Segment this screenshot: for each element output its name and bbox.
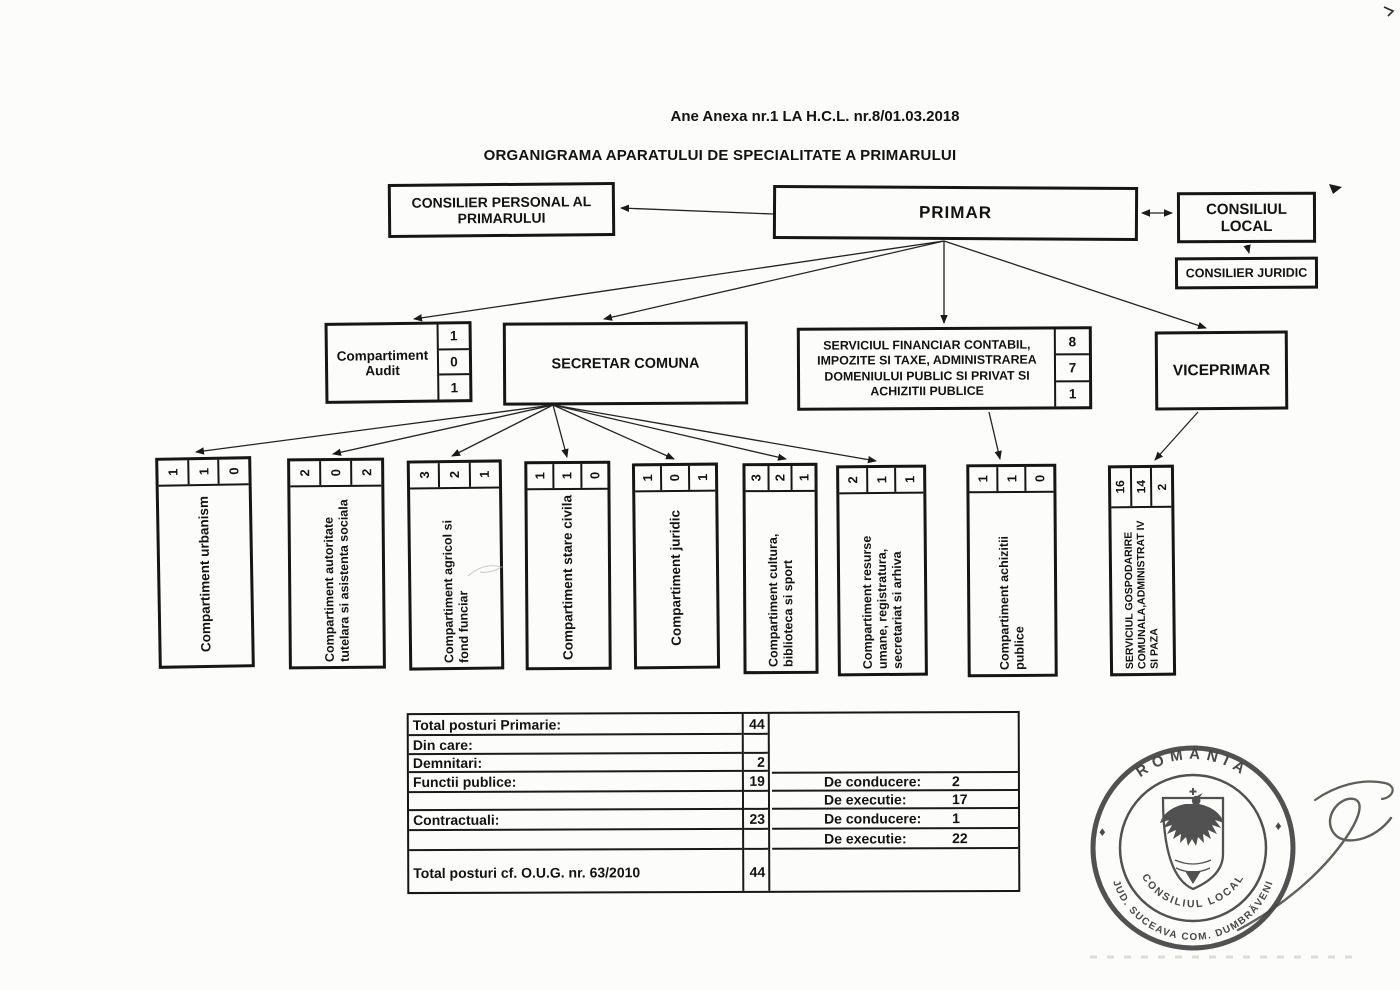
count-cell bbox=[996, 467, 1025, 491]
row-value: 44 bbox=[749, 715, 765, 732]
dept-label: Compartiment urbanism bbox=[195, 496, 214, 653]
count-value: 1 bbox=[694, 474, 710, 482]
count-cell bbox=[1130, 468, 1151, 506]
detail-label: De conducere: bbox=[824, 810, 922, 827]
line-secretar-to-cultura bbox=[553, 405, 786, 459]
count-value: 2 bbox=[772, 474, 788, 482]
dept-body bbox=[1111, 506, 1173, 674]
line-consiliul-to-juridic bbox=[1247, 245, 1249, 253]
count-cell bbox=[319, 461, 350, 485]
count-value: 0 bbox=[667, 474, 683, 482]
dept-counts bbox=[969, 467, 1053, 494]
count-cell bbox=[290, 461, 319, 485]
dept-body bbox=[159, 483, 252, 666]
count-cell bbox=[350, 461, 381, 485]
count-cell bbox=[839, 468, 866, 492]
box-consiliul-local bbox=[1177, 192, 1316, 243]
page-title: ORGANIGRAMA APARATULUI DE SPECIALITATE A PRIMARULUI bbox=[483, 147, 957, 164]
line-secretar-to-resurse bbox=[553, 405, 876, 461]
count-cell bbox=[767, 466, 791, 490]
dept-counts bbox=[1111, 468, 1171, 509]
row-value: 23 bbox=[749, 810, 766, 827]
dept-counts bbox=[290, 461, 381, 488]
count-value: 1 bbox=[1056, 380, 1089, 407]
dept-body bbox=[746, 490, 816, 671]
count-cell bbox=[688, 466, 716, 490]
dept-label: Compartiment agricol si fond funciar bbox=[439, 519, 471, 664]
detail-label: De executie: bbox=[824, 830, 907, 847]
dept-box-urbanism bbox=[155, 456, 255, 669]
count-value: 16 bbox=[1113, 480, 1128, 494]
dept-counts bbox=[527, 464, 607, 491]
table-row-label bbox=[409, 792, 742, 811]
line-viceprimar-to-gospodarire bbox=[1155, 412, 1198, 460]
count-value: 1 bbox=[165, 468, 181, 477]
count-cell bbox=[1150, 468, 1171, 506]
dept-body bbox=[969, 491, 1054, 675]
table-row-label bbox=[409, 754, 742, 773]
detail-value: 1 bbox=[952, 810, 960, 827]
count-value: 0 bbox=[439, 348, 469, 374]
svg-text:JUD. SUCEAVA COM. DUMBRĂVENI bbox=[1110, 879, 1276, 943]
box-label: CONSILIER PERSONAL AL PRIMARULUI bbox=[411, 193, 592, 227]
detail-row bbox=[772, 791, 1018, 810]
count-value: 1 bbox=[449, 328, 458, 344]
box-consilier-juridic bbox=[1175, 257, 1318, 290]
table-row-value bbox=[744, 714, 768, 735]
count-value: 0 bbox=[587, 472, 603, 480]
box-consilier-personal bbox=[388, 182, 615, 238]
annex-annotation: Ane Anexa nr.1 LA H.C.L. nr.8/01.03.2018 bbox=[670, 108, 960, 125]
dept-box-gospodarire bbox=[1108, 465, 1176, 677]
line-secretar-to-stare-civila bbox=[553, 405, 567, 457]
count-cell bbox=[635, 466, 661, 490]
detail-value: 17 bbox=[951, 791, 968, 808]
dept-counts bbox=[745, 466, 814, 492]
stamp-ornament-right: ♦ bbox=[1275, 818, 1282, 833]
row-label: Total posturi cf. O.U.G. nr. 63/2010 bbox=[413, 863, 641, 881]
coat-of-arms bbox=[1160, 788, 1224, 889]
count-cell bbox=[969, 467, 996, 491]
table-row-value bbox=[744, 735, 768, 754]
count-cell bbox=[468, 462, 499, 486]
table-values-column bbox=[742, 714, 771, 891]
line-primar-to-secretar bbox=[604, 241, 944, 319]
count-value: 7 bbox=[1056, 354, 1089, 381]
dept-label: SERVICIUL GOSPODARIRE COMUNALA,ADMINISTRAT IV SI PAZA bbox=[1123, 520, 1162, 670]
count-value: 3 bbox=[748, 474, 764, 482]
count-value: 1 bbox=[975, 475, 991, 483]
count-cell bbox=[218, 459, 249, 484]
stamp-inner-ring bbox=[1120, 775, 1266, 921]
dept-label: Compartiment autoritate tutelara si asistenta sociala bbox=[321, 499, 352, 663]
table-row-label bbox=[409, 810, 742, 831]
staffing-summary-table bbox=[407, 711, 1021, 894]
row-label: Functii publice: bbox=[412, 773, 517, 791]
table-row-label bbox=[409, 735, 742, 755]
dept-counts bbox=[839, 468, 923, 495]
count-value: 1 bbox=[873, 476, 889, 484]
detail-row-empty bbox=[772, 849, 1018, 893]
count-value: 2 bbox=[297, 469, 313, 477]
line-secretar-to-autoritate bbox=[333, 405, 553, 454]
svg-text:ROMÂNIA bbox=[1133, 745, 1253, 781]
stamp-authority-text: CONSILIUL LOCAL bbox=[1139, 871, 1247, 911]
svg-text:CONSILIUL LOCAL bbox=[1139, 872, 1247, 911]
line-secretar-to-agricol bbox=[452, 405, 553, 456]
dept-box-juridic bbox=[632, 463, 720, 670]
dept-label: Compartiment resurse umane, registratura, secretariat si arhiva bbox=[859, 535, 905, 670]
line-secretar-to-juridic bbox=[553, 405, 674, 459]
count-value: 1 bbox=[1003, 475, 1019, 483]
count-value: 1 bbox=[640, 474, 656, 482]
table-row-value bbox=[744, 830, 768, 850]
count-cell bbox=[791, 466, 815, 490]
table-row-value bbox=[744, 850, 768, 893]
table-row-value bbox=[744, 772, 768, 792]
dept-box-resurse-umane bbox=[836, 465, 928, 677]
count-cell bbox=[553, 464, 580, 488]
count-value: 14 bbox=[1134, 480, 1149, 494]
detail-value: 22 bbox=[952, 830, 968, 847]
count-cell bbox=[745, 466, 767, 490]
line-financiar-to-achizitii bbox=[989, 412, 1000, 459]
dept-body bbox=[410, 486, 501, 667]
count-cell bbox=[410, 463, 439, 487]
table-row-value bbox=[744, 792, 768, 810]
dept-body bbox=[527, 488, 608, 668]
line-primar-to-viceprimar bbox=[944, 241, 1206, 328]
box-label: CONSILIUL LOCAL bbox=[1206, 200, 1287, 235]
count-value: 2 bbox=[446, 471, 462, 479]
count-value: 1 bbox=[195, 468, 211, 476]
dept-body bbox=[635, 490, 717, 667]
count-cell bbox=[1111, 468, 1130, 506]
dept-label: Compartiment juridic bbox=[667, 510, 684, 646]
dept-box-agricol bbox=[407, 459, 505, 670]
stamp-outer-ring bbox=[1093, 748, 1293, 948]
count-value: 2 bbox=[845, 476, 861, 484]
box-secretar-comuna bbox=[503, 321, 748, 405]
table-row-label bbox=[409, 714, 742, 736]
row-value: 19 bbox=[749, 772, 765, 789]
count-cell bbox=[158, 460, 187, 484]
table-labels-column bbox=[409, 714, 743, 892]
detail-value: 2 bbox=[951, 773, 960, 790]
scan-artifact-triangle bbox=[1329, 184, 1342, 194]
count-value: 2 bbox=[359, 469, 375, 477]
dept-label: Compartiment achizitii publice bbox=[996, 535, 1027, 671]
box-label: PRIMAR bbox=[918, 202, 993, 223]
count-value: 3 bbox=[416, 471, 432, 480]
row-label: Din care: bbox=[412, 736, 473, 753]
stamp-country-text: ROMÂNIA bbox=[1133, 745, 1253, 781]
dept-box-achizitii bbox=[966, 464, 1057, 678]
dept-box-autoritate-tutelara bbox=[287, 458, 386, 670]
count-cell bbox=[527, 464, 552, 488]
stamp-ornament-left: ♦ bbox=[1099, 824, 1106, 839]
table-row-value bbox=[744, 810, 768, 830]
count-value: 8 bbox=[1068, 333, 1077, 350]
official-stamp bbox=[1075, 738, 1400, 978]
box-compartiment-audit bbox=[325, 321, 473, 404]
row-label: Demnitari: bbox=[412, 754, 483, 772]
box-label: Compartiment Audit bbox=[336, 347, 429, 378]
count-value: 0 bbox=[226, 467, 242, 476]
box-primar bbox=[773, 185, 1138, 241]
line-primar-to-audit bbox=[414, 241, 944, 319]
count-value: 1 bbox=[532, 472, 548, 480]
box-serviciul-financiar bbox=[797, 326, 1092, 411]
count-value: 0 bbox=[328, 469, 344, 477]
count-value: 1 bbox=[559, 472, 575, 480]
count-value: 1 bbox=[902, 476, 918, 484]
count-value: 0 bbox=[1032, 475, 1048, 483]
dept-label: Compartiment cultura, biblioteca si sport bbox=[765, 533, 796, 668]
row-label: Contractuali: bbox=[413, 811, 500, 829]
count-cell bbox=[1025, 467, 1054, 491]
table-row-value bbox=[744, 754, 768, 772]
detail-row bbox=[772, 773, 1018, 792]
dept-body bbox=[839, 492, 925, 674]
dept-box-cultura bbox=[742, 463, 818, 674]
count-cell bbox=[894, 468, 923, 492]
row-value: 44 bbox=[749, 863, 766, 880]
eagle-silhouette bbox=[1160, 793, 1224, 846]
count-cell bbox=[660, 466, 688, 490]
row-label: Total posturi Primarie: bbox=[412, 716, 562, 733]
table-row-label bbox=[409, 772, 742, 793]
scan-artifact-corner-mark bbox=[1384, 7, 1393, 16]
count-cell bbox=[866, 468, 895, 492]
table-details-column bbox=[772, 713, 1019, 891]
stamp-district-text: JUD. SUCEAVA COM. DUMBRĂVENI bbox=[1110, 878, 1276, 944]
box-label: CONSILIER JURIDIC bbox=[1185, 265, 1308, 281]
count-value: 1 bbox=[439, 373, 469, 399]
detail-row bbox=[772, 829, 1018, 850]
count-cell bbox=[438, 463, 469, 487]
audit-counts bbox=[437, 324, 470, 399]
count-value: 1 bbox=[477, 470, 493, 479]
count-cell bbox=[580, 464, 607, 488]
signature bbox=[1238, 782, 1393, 930]
dept-counts bbox=[635, 466, 715, 493]
detail-row-empty bbox=[772, 713, 1018, 772]
dept-body bbox=[290, 485, 383, 667]
detail-label: De conducere: bbox=[823, 773, 922, 790]
table-row-label bbox=[409, 850, 742, 894]
table-row-label bbox=[409, 830, 742, 851]
line-primar-to-consilier-personal bbox=[621, 208, 773, 214]
count-value: 1 bbox=[796, 474, 812, 482]
row-value: 2 bbox=[757, 753, 765, 770]
dept-label: Compartiment stare civila bbox=[559, 494, 576, 661]
detail-label: De executie: bbox=[823, 791, 907, 808]
dept-box-stare-civila bbox=[524, 461, 611, 671]
detail-row bbox=[772, 809, 1018, 830]
financiar-counts bbox=[1054, 329, 1089, 406]
count-cell bbox=[187, 460, 218, 485]
dept-counts bbox=[410, 462, 499, 489]
count-value: 2 bbox=[1154, 483, 1169, 491]
box-label: SECRETAR COMUNA bbox=[551, 355, 700, 372]
box-label: SERVICIUL FINANCIAR CONTABIL, IMPOZITE SI TAXE, ADMINISTRAREA DOMENIULUI PUBLIC SI PRIVAT SI ACHIZITII PUBLICE bbox=[817, 337, 1037, 399]
box-viceprimar bbox=[1155, 331, 1289, 411]
box-label: VICEPRIMAR bbox=[1172, 361, 1271, 379]
line-secretar-to-urbanism bbox=[196, 405, 553, 452]
